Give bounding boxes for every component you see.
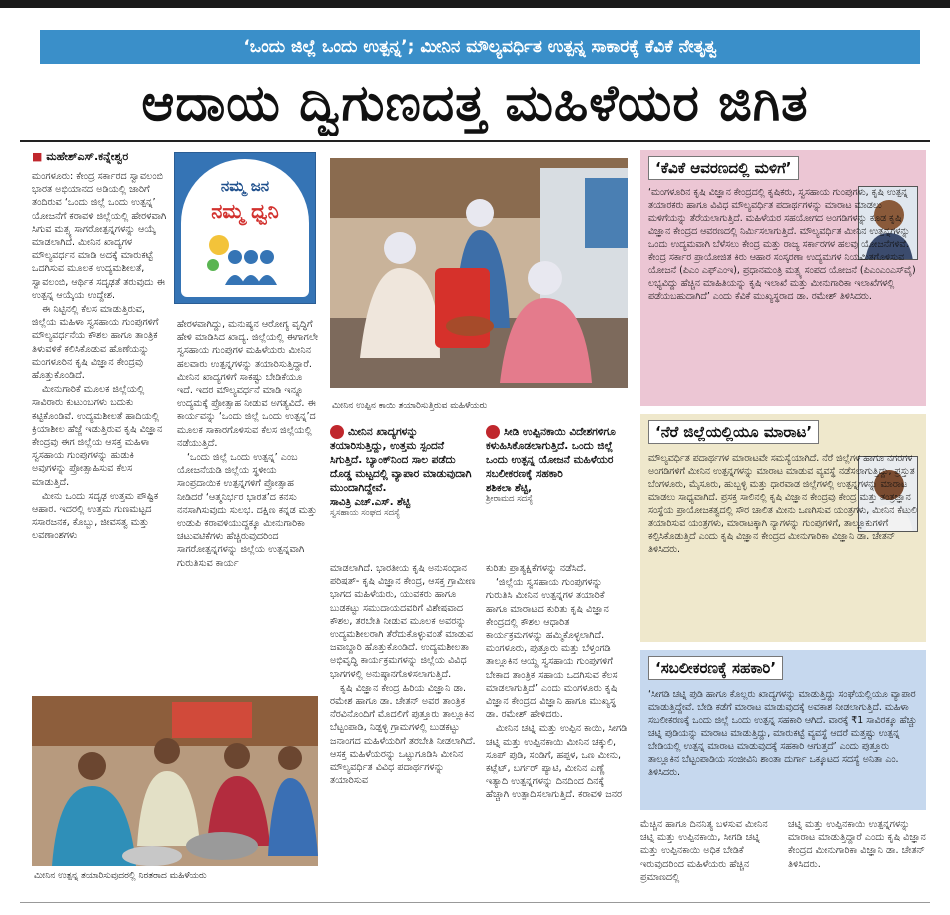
box-body: ಮೌಲ್ಯವರ್ಧಿತ ಪದಾರ್ಥಗಳ ಮಾರಾಟವೇ ಸಮಸ್ಯೆಯಾಗಿದೆ. ನೆರೆ ಜಿಲ್ಲೆಗಳ ಹಾಗೂ ನಗರಗಳ ಅಂಗಡಿಗಳಿಗೆ ಮೀನಿನ ಉತ್ಪನ್ನಗಳನ್ನು ಮಾರಾಟ ಮಾಡುವ ವ್ಯವಸ್ಥೆ ನಡೆಸಲಾಗುತ್ತಿದ್ದು, ಪ್ರಸ್ತುತ ಬೆಂಗಳೂರು, ಮೈಸೂರು, ಹುಬ್ಬಳ್ಳಿ ಮತ್ತು ಧಾರವಾಡ ಜಿಲ್ಲೆಗಳಲ್ಲಿ ಉತ್ಪನ್ನಗಳನ್ನು ಮಾರಾಟ ಮಾಡಲು ಸಾಧ್ಯವಾಗಿದೆ. ಪ್ರಸಕ್ತ ಸಾಲಿನಲ್ಲಿ ಕೃಷಿ ವಿಜ್ಞಾನ ಕೇಂದ್ರವು ಕೇಂದ್ರ ಮತ್ತು ತಂತ್ರಜ್ಞಾನ ಸಂಸ್ಥೆಯ ಪ್ರಾಯೋಜಕತ್ವದಲ್ಲಿ ಸೌರ ಚಾಲಿತ ಮೀನು ಒಣಗಿಸುವ ಯಂತ್ರಗಳು, ಮೀನಿನ ಕೆಟುಲಿ ತಯಾರಿಸುವ ಯಂತ್ರಗಳು, ಮಾರಾಟಕ್ಕಾಗಿ ನ್ಯಾಗಳನ್ನು ಗುಂಪುಗಳಿಗೆ, ತಾಲ್ಲೂಕುಗಳಿಗೆ ಕಲ್ಪಿಸಿಕೊಡುತ್ತಿದೆ ಎಂದು ಕೃಷಿ ವಿಜ್ಞಾನ ಕೇಂದ್ರದ ಮೀನುಗಾರಿಕಾ ವಿಜ್ಞಾನಿ ಡಾ. ಚೇತನ್ ತಿಳಿಸಿದರು. xyxy=(648,453,917,555)
sidebar-box-neighbour-sales xyxy=(640,414,926,642)
paragraph: ಮಾಡಲಾಗಿದೆ. ಭಾರತೀಯ ಕೃಷಿ ಅನುಸಂಧಾನ ಪರಿಷತ್- ಕೃಷಿ ವಿಜ್ಞಾನ ಕೇಂದ್ರ, ಆಸಕ್ತ ಗ್ರಾಮೀಣ ಭಾಗದ ಮಹಿಳೆಯರು, ಯುವಕರು ಹಾಗೂ ಬುಡಕಟ್ಟು ಸಮುದಾಯದವರಿಗೆ ವಿಶೇಷವಾದ ಕೌಶಲ, ತರಬೇತಿ ನೀಡುವ ಮೂಲಕ ಅವರನ್ನು ಉದ್ಯಮಶೀಲರಾಗಿ ತೆರೆದುಕೊಳ್ಳುವಂತೆ ಮಾಡುವ ಜವಾಬ್ದಾರಿ ಹೊತ್ತುಕೊಂಡಿದೆ. ಉದ್ಯಮಶೀಲತಾ ಅಭಿವೃದ್ಧಿ ಕಾರ್ಯಕ್ರಮಗಳನ್ನು ಜಿಲ್ಲೆಯ ವಿವಿಧ ಭಾಗಗಳಲ್ಲಿ ಅನುಷ್ಠಾನಗೊಳಿಸಲಾಗುತ್ತಿದೆ. xyxy=(330,563,476,680)
photo-women-pickling-fish xyxy=(330,158,628,388)
quote-name: ಸಾವಿತ್ರಿ ಎಚ್.ಎಸ್. ಶೆಟ್ಟಿ xyxy=(330,497,411,508)
logo-badge xyxy=(181,159,309,297)
paragraph: ಮೀನುಗಾರಿಕೆ ಮೂಲಕ ಜಿಲ್ಲೆಯಲ್ಲಿ ಸಾವಿರಾರು ಕುಟುಂಬಗಳು ಬದುಕು ಕಟ್ಟಿಕೊಂಡಿವೆ. ಉದ್ಯಮಶೀಲತೆ ಹಾದಿಯಲ್ಲಿ ಕ್ರಿಯಾಶೀಲ ಹೆಜ್ಜೆ ಇಡುತ್ತಿರುವ ಕೃಷಿ ವಿಜ್ಞಾನ ಕೇಂದ್ರವು ಈಗ ಜಿಲ್ಲೆಯ ಆಸಕ್ತ ಮಹಿಳಾ ಸ್ವಸಹಾಯ ಗುಂಪುಗಳನ್ನು ಹುಡುಕಿ ಅವುಗಳನ್ನು ಪ್ರೋತ್ಸಾಹಿಸುವ ಕೆಲಸ ಮಾಡುತ್ತಿದೆ. xyxy=(32,384,163,488)
main-photo xyxy=(330,158,628,388)
bottom-rule xyxy=(20,902,930,903)
box-title-wrap xyxy=(640,150,926,182)
top-border xyxy=(0,0,950,8)
paragraph: ಮಂಗಳೂರು: ಕೇಂದ್ರ ಸರ್ಕಾರದ ಸ್ವಾವಲಂಬಿ ಭಾರತ ಅಭಿಯಾನದ ಅಡಿಯಲ್ಲಿ ಜಾರಿಗೆ ತಂದಿರುವ ‘ಒಂದು ಜಿಲ್ಲೆ ಒಂದು ಉತ್ಪನ್ನ’ ಯೋಜನೆಗೆ ಕರಾವಳಿ ಜಿಲ್ಲೆಯಲ್ಲಿ ಹೇರಳವಾಗಿ ಸಿಗುವ ಮತ್ಸ್ಯ ಸಾಗರೋತ್ಪನ್ನಗಳನ್ನು ಆಯ್ಕೆ ಮಾಡಲಾಗಿದೆ. ಮೀನಿನ ಖಾದ್ಯಗಳ ಮೌಲ್ಯವರ್ಧನ ಮಾಡಿ ಅದಕ್ಕೆ ಮಾರುಕಟ್ಟೆ ಒದಗಿಸುವ ಮೂಲಕ ಉದ್ಯಮಶೀಲತೆ, ಸ್ವಾವಲಂಬಿ, ಆರ್ಥಿಕ ಸದೃಢತೆ ತರುವುದು ಈ ಉತ್ಪನ್ನ ಆಯ್ಕೆಯ ಉದ್ದೇಶ. xyxy=(32,171,167,301)
quote-icon xyxy=(330,425,344,439)
headline-rule xyxy=(20,140,930,142)
box-title-wrap xyxy=(640,650,926,682)
paragraph: ಈ ನಿಟ್ಟಿನಲ್ಲಿ ಕೆಲಸ ಮಾಡುತ್ತಿರುವ, ಜಿಲ್ಲೆಯ ಮಹಿಳಾ ಸ್ವಸಹಾಯ ಗುಂಪುಗಳಿಗೆ ಮೌಲ್ಯವರ್ಧನೆಯ ಕೌಶಲ ಹಾಗೂ ತಾಂತ್ರಿಕ ತಿಳುವಳಿಕೆ ಕಲಿಸಿಕೊಡುವ ಹೊಣೆಯನ್ನು ಮಂಗಳೂರಿನ ಕೃಷಿ ವಿಜ್ಞಾನ ಕೇಂದ್ರವು ಹೊತ್ತುಕೊಂಡಿದೆ. xyxy=(32,304,159,382)
photo-women-cooking xyxy=(32,696,318,866)
paragraph: ಮೀನು ಒಂದು ಸದೃಢ ಉತ್ತಮ ಪೌಷ್ಟಿಕ ಆಹಾರ. ಇದರಲ್ಲಿ ಉತ್ತಮ ಗುಣಮಟ್ಟದ ಸಸಾರಜನಕ, ಕೊಬ್ಬು, ಜೀವಸತ್ವ ಮತ್ತು ಲವಣಾಂಶಗಳು xyxy=(32,490,159,542)
main-photo-caption: ಮೀನಿನ ಉಪ್ಪಿನ ಕಾಯಿ ತಯಾರಿಸುತ್ತಿರುವ ಮಹಿಳೆಯರು xyxy=(332,401,488,411)
kicker-text: ‘ಒಂದು ಜಿಲ್ಲೆ ಒಂದು ಉತ್ಪನ್ನ’; ಮೀನಿನ ಮೌಲ್ಯವರ್ಧಿತ ಉತ್ಪನ್ನ ಸಾಕಾರಕ್ಕೆ ಕೆವಿಕೆ ನೇತೃತ್ವ xyxy=(243,37,717,57)
quote-name: ಶಶಿಕಲಾ ಶೆಟ್ಟಿ, xyxy=(486,483,532,494)
paragraph: ‘ಜಿಲ್ಲೆಯ ಸ್ವಸಹಾಯ ಗುಂಪುಗಳನ್ನು ಗುರುತಿಸಿ ಮೀನಿನ ಉತ್ಪನ್ನಗಳ ತಯಾರಿಕೆ ಹಾಗೂ ಮಾರಾಟದ ಕುರಿತು ಕೃಷಿ ವಿಜ್ಞಾನ ಕೇಂದ್ರದಲ್ಲಿ ಕೌಶಲ ಆಧಾರಿತ ಕಾರ್ಯಕ್ರಮಗಳನ್ನು ಹಮ್ಮಿಕೊಳ್ಳಲಾಗಿದೆ. ಮಂಗಳೂರು, ಪುತ್ತೂರು ಮತ್ತು ಬೆಳ್ತಂಗಡಿ ತಾಲ್ಲೂಕಿನ ಆಯ್ದ ಸ್ವಸಹಾಯ ಗುಂಪುಗಳಿಗೆ ಬೇಕಾದ ತಾಂತ್ರಿಕ ಸಹಾಯ ಒದಗಿಸುವ ಕೆಲಸ ಮಾಡಲಾಗುತ್ತಿದೆ’ ಎಂದು ಮಂಗಳೂರು ಕೃಷಿ ವಿಜ್ಞಾನ ಕೇಂದ್ರದ ವಿಜ್ಞಾನಿ ಹಾಗೂ ಮುಖ್ಯಸ್ಥ ಡಾ. ರಮೇಶ್ ಹೇಳಿದರು. xyxy=(486,577,618,721)
sidebar-box-empowerment xyxy=(640,650,926,810)
bottom-photo-caption: ಮೀನಿನ ಉತ್ಪನ್ನ ತಯಾರಿಸುವುದರಲ್ಲಿ ನಿರತರಾದ ಮಹಿಳೆಯರು xyxy=(34,871,207,881)
pull-quote-1 xyxy=(330,425,478,553)
article-column-2 xyxy=(177,318,319,690)
paragraph: ‘ಒಂದು ಜಿಲ್ಲೆ ಒಂದು ಉತ್ಪನ್ನ’ ಎಂಬ ಯೋಜನೆಯಡಿ ಜಿಲ್ಲೆಯ ಸ್ಥಳೀಯ ಸಾಂಪ್ರದಾಯಿಕ ಉತ್ಪನ್ನಗಳಿಗೆ ಪ್ರೋತ್ಸಾಹ ನೀಡಿದರೆ ‘ಆತ್ಮನಿರ್ಭರ ಭಾರತ’ದ ಕನಸು ನನಸಾಗಿಸುವುದು ಸುಲಭ. ದಕ್ಷಿಣ ಕನ್ನಡ ಮತ್ತು ಉಡುಪಿ ಕರಾವಳಿಯುದ್ದಕ್ಕೂ ಮೀನುಗಾರಿಕಾ ಚಟುವಟಿಕೆಗಳು ಹೆಚ್ಚಿರುವುದರಿಂದ ಸಾಗರೋತ್ಪನ್ನಗಳನ್ನು ಜಿಲ್ಲೆಯ ಉತ್ಪನ್ನವಾಗಿ ಗುರುತಿಸುವ ಕಾರ್ಯ xyxy=(177,452,317,569)
quote-text-wrap xyxy=(330,425,478,495)
article-column-1 xyxy=(32,170,170,690)
people-icon xyxy=(205,231,285,287)
quote-icon xyxy=(486,425,500,439)
box-title: ‘ಕೆವಿಕೆ ಆವರಣದಲ್ಲಿ ಮಳಿಗೆ’ xyxy=(648,156,799,180)
column-logo xyxy=(174,152,316,304)
pull-quote-2 xyxy=(486,425,626,553)
article-column-4 xyxy=(486,562,628,892)
box-title: ‘ನೆರೆ ಜಿಲ್ಲೆಯಲ್ಲಿಯೂ ಮಾರಾಟ’ xyxy=(648,420,819,444)
byline-text: ಮಹೇಶ್‌ಎಸ್.ಕನ್ನೇಶ್ವರ xyxy=(46,150,129,163)
paragraph: ಚಟ್ನಿ ಮತ್ತು ಉಪ್ಪಿನಕಾಯಿ ಉತ್ಪನ್ನಗಳನ್ನು ಮಾರಾಟ ಮಾಡುತ್ತಿದ್ದಾರೆ ಎಂದು ಕೃಷಿ ವಿಜ್ಞಾನ ಕೇಂದ್ರದ ಮೀನುಗಾರಿಕಾ ವಿಜ್ಞಾನಿ ಡಾ. ಚೇತನ್ ತಿಳಿಸಿದರು. xyxy=(788,819,926,870)
paragraph: ಕುರಿತು ಪ್ರಾತ್ಯಕ್ಷಿಕೆಗಳನ್ನು ನಡೆಸಿದೆ. xyxy=(486,563,587,574)
sidebar-box-kvk-stall xyxy=(640,150,926,406)
quote-role: ಸ್ವಸಹಾಯ ಸಂಘದ ಸದಸ್ಯೆ xyxy=(330,508,401,518)
quote-text: ಸೀಡಿ ಉಪ್ಪಿನಕಾಯಿ ವಿದೇಶಗಳಿಗೂ ಕಳುಹಿಸಿಕೊಡಲಾಗುತ್ತಿದೆ. ಒಂದು ಜಿಲ್ಲೆ ಒಂದು ಉತ್ಪನ್ನ ಯೋಜನೆ ಮಹಿಳೆಯರ ಸಬಲೀಕರಣಕ್ಕೆ ಸಹಕಾರಿ xyxy=(486,426,616,480)
paragraph: ಮೆಚ್ಚಿನ ಹಾಗೂ ದಿನನಿತ್ಯ ಬಳಸುವ ಮೀನಿನ ಚಟ್ನಿ ಮತ್ತು ಉಪ್ಪಿನಕಾಯಿ, ಸೀಗಡಿ ಚಟ್ನಿ ಮತ್ತು ಉಪ್ಪಿನಕಾಯಿ ಅಧಿಕ ಬೇಡಿಕೆ ಇರುವುದರಿಂದ ಮಹಿಳೆಯರು ಹೆಚ್ಚಿನ ಪ್ರಮಾಣದಲ್ಲಿ xyxy=(640,819,768,883)
kicker-banner xyxy=(40,30,920,64)
bottom-photo xyxy=(32,696,318,866)
logo-line-1: ನಮ್ಮ ಜನ xyxy=(220,177,270,195)
box-title-wrap xyxy=(640,414,926,446)
box-title: ‘ಸಬಲೀಕರಣಕ್ಕೆ ಸಹಕಾರಿ’ xyxy=(648,656,783,680)
article-column-3 xyxy=(330,562,478,892)
headline: ಆದಾಯ ದ್ವಿಗುಣದತ್ತ ಮಹಿಳೆಯರ ಜಿಗಿತ xyxy=(141,74,809,132)
article-column-5 xyxy=(640,818,780,896)
box-body: ‘ಮಂಗಳೂರಿನ ಕೃಷಿ ವಿಜ್ಞಾನ ಕೇಂದ್ರದಲ್ಲಿ ಕೃಷಿಕರು, ಸ್ವಸಹಾಯ ಗುಂಪುಗಳು, ಕೃಷಿ ಉತ್ಪನ್ನ ತಯಾರಕರು ಹಾಗೂ ವಿವಿಧ ಮೌಲ್ಯವರ್ಧಿತ ಪದಾರ್ಥಗಳನ್ನು ಮಾರಾಟ ಮಾಡಲು ಮಳಿಗೆಯನ್ನು ತೆರೆಯಲಾಗುತ್ತಿದೆ. ಮಹಿಳೆಯರ ಸಹಯೋಗದ ಅಂಗಡಿಗಳನ್ನು ಕೂಡ ಕೃಷಿ ವಿಜ್ಞಾನ ಕೇಂದ್ರದ ಆವರಣದಲ್ಲಿ ನಿರ್ಮಿಸಲಾಗುತ್ತಿದೆ. ಮೌಲ್ಯವರ್ಧಿತ ಮೀನಿನ ಉತ್ಪನ್ನಗಳನ್ನು ಒಂದು ಉದ್ಯಮವಾಗಿ ಬೆಳೆಸಲು ಕೇಂದ್ರ ಮತ್ತು ರಾಜ್ಯ ಸರ್ಕಾರಗಳ ಹಲವು ಯೋಜನೆಗಳಿವೆ. ಕೇಂದ್ರ ಸರ್ಕಾರ ಪ್ರಾಯೋಜಿತ ಕಿರು ಆಹಾರ ಸಂಸ್ಕರಣಾ ಉದ್ಯಮಗಳ ನಿಯಮಿತಗೊಳಿಸುವ ಯೋಜನೆ (ಪಿಎಂ ಎಫ್‌ಎಂಇ), ಪ್ರಧಾನಮಂತ್ರಿ ಮತ್ಸ್ಯ ಸಂಪದ ಯೋಜನೆ (ಪಿಎಂಎಂಎಸ್‌ವೈ) ಲಭ್ಯವಿದ್ದು ಹೆಚ್ಚಿನ ಮಾಹಿತಿಯನ್ನು ಕೃಷಿ ಇಲಾಖೆ ಮತ್ತು ಮೀನುಗಾರಿಕಾ ಇಲಾಖೆಗಳಲ್ಲಿ ಪಡೆಯಬಹುದಾಗಿದೆ’ ಎಂದು ಕೆವಿಕೆ ಮುಖ್ಯಸ್ಥರಾದ ಡಾ. ರಮೇಶ್ ತಿಳಿಸಿದರು. xyxy=(648,187,916,302)
bullet-icon: ■ xyxy=(32,150,47,163)
paragraph: ಹೇರಳವಾಗಿದ್ದು, ಮನುಷ್ಯನ ಆರೋಗ್ಯ ವೃದ್ಧಿಗೆ ಹೇಳಿ ಮಾಡಿಸಿದ ಖಾದ್ಯ. ಜಿಲ್ಲೆಯಲ್ಲಿ ಈಗಾಗಲೇ ಸ್ವಸಹಾಯ ಗುಂಪುಗಳ ಮಹಿಳೆಯರು ಮೀನಿನ ಹಲವಾರು ಉತ್ಪನ್ನಗಳನ್ನು ತಯಾರಿಸುತ್ತಿದ್ದಾರೆ. ಮೀನಿನ ಖಾದ್ಯಗಳಿಗೆ ಸಾಕಷ್ಟು ಬೇಡಿಕೆಯೂ ಇದೆ. ಇದರ ಮೌಲ್ಯವರ್ಧನೆ ಮಾಡಿ ಇನ್ನೂ ಉದ್ಯಮಕ್ಕೆ ಪ್ರೋತ್ಸಾಹ ನೀಡುವ ಅಗತ್ಯವಿದೆ. ಈ ಕಾರ್ಯವನ್ನು ‘ಒಂದು ಜಿಲ್ಲೆ ಒಂದು ಉತ್ಪನ್ನ’ದ ಮೂಲಕ ಸಾಕಾರಗೊಳಿಸುವ ಕೆಲಸ ಜಿಲ್ಲೆಯಲ್ಲಿ ನಡೆಯುತ್ತಿದೆ. xyxy=(177,319,319,449)
article-column-6 xyxy=(788,818,926,896)
paragraph: ಕೃಷಿ ವಿಜ್ಞಾನ ಕೇಂದ್ರ ಹಿರಿಯ ವಿಜ್ಞಾನಿ ಡಾ. ರಮೇಶ ಹಾಗೂ ಡಾ. ಚೇತನ್ ಅವರ ತಾಂತ್ರಿಕ ನೆರವಿನೊಂದಿಗೆ ಮೊದಲಿಗೆ ಪುತ್ತೂರು ತಾಲ್ಲೂಕಿನ ಬೆಟ್ಟಂಪಾಡಿ, ನಿಡ್ಪಳ್ಳಿ ಗ್ರಾಮಗಳಲ್ಲಿ ಬುಡಕಟ್ಟು ಜನಾಂಗದ ಮಹಿಳೆಯರಿಗೆ ತರಬೇತಿ ನೀಡಲಾಗಿದೆ. ಆಸಕ್ತ ಮಹಿಳೆಯರನ್ನು ಒಟ್ಟುಗೂಡಿಸಿ ಮೀನಿನ ಮೌಲ್ಯವರ್ಧಿತ ವಿವಿಧ ಪದಾರ್ಥಗಳನ್ನು ತಯಾರಿಸುವ xyxy=(330,682,476,787)
box-body: ‘ಸೀಗಡಿ ಚಟ್ನಿ ಪುಡಿ ಹಾಗೂ ಕೊಲ್ಲರು ಖಾದ್ಯಗಳನ್ನು ಮಾಡುತ್ತಿದ್ದು ಸಂಘೆಯಲ್ಲಿಯೂ ವ್ಯಾಪಾರ ಮಾಡುತ್ತಿದ್ದೇವೆ. ಬೇಡಿ ಕಡೆಗೆ ಮಾರಾಟ ಮಾಡುವುದಕ್ಕೆ ಅವಕಾಶ ನೀಡಲಾಗುತ್ತಿದೆ. ಮಹಿಳಾ ಸಬಲೀಕರಣಕ್ಕೆ ಒಂದು ಜಿಲ್ಲೆ ಒಂದು ಉತ್ಪನ್ನ ಸಹಕಾರಿ ಆಗಿದೆ. ವಾರಕ್ಕೆ ₹1 ಸಾವಿರಕ್ಕೂ ಹೆಚ್ಚು ಚಟ್ನಿ ಪುಡಿಯನ್ನು ಮಾರಾಟ ಮಾಡುತ್ತಿದ್ದು, ಮಾರುಕಟ್ಟೆ ವ್ಯವಸ್ಥೆ ಆದರೆ ಮತ್ತಷ್ಟು ಉತ್ಪನ್ನ ಬೇಡಿಯಲ್ಲಿ ಉತ್ಪನ್ನ ಮಾರಾಟ ಮಾಡುವುದಕ್ಕೆ ಸಹಕಾರಿ ಆಗುತ್ತದೆ’ ಎಂದು ಪುತ್ತೂರು ತಾಲ್ಲೂಕಿನ ಬೆಟ್ಟಂಪಾಡಿಯ ಸಂಜೀವಿನಿ ಶಾಂತಾ ದುರ್ಗಾ ಒಕ್ಕೂಟದ ಸದಸ್ಯೆ ಅನಿತಾ ಎಂ. ತಿಳಿಸಿದರು. xyxy=(648,689,917,778)
quote-text: ಮೀನಿನ ಖಾದ್ಯಗಳನ್ನು ತಯಾರಿಸುತ್ತಿದ್ದು, ಉತ್ತಮ ಸ್ಪಂದನೆ ಸಿಗುತ್ತಿದೆ. ಬ್ಯಾಂಕ್‌ನಿಂದ ಸಾಲ ಪಡೆದು ದೊಡ್ಡ ಮಟ್ಟದಲ್ಲಿ ವ್ಯಾಪಾರ ಮಾಡುವುದಾಗಿ ಮುಂದಾಗಿದ್ದೇವೆ. xyxy=(330,426,472,494)
byline xyxy=(32,150,172,168)
paragraph: ಮೀನಿನ ಚಟ್ನಿ ಮತ್ತು ಉಪ್ಪಿನ ಕಾಯಿ, ಸೀಗಡಿ ಚಟ್ನಿ ಮತ್ತು ಉಪ್ಪಿನಕಾಯಿ ಮೀನಿನ ಚಕ್ಕುಲಿ, ಸೂಪ್ ಪುಡಿ, ಸಂಡಿಗೆ, ಹಪ್ಪಳ, ಒಣ ಮೀನು, ಕಟ್ಲೆಟ್, ಬರ್ಗರ್ ಪ್ಯಾಟಿ, ಮೀನಿನ ಎಣ್ಣೆ ಇತ್ಯಾದಿ ಉತ್ಪನ್ನಗಳನ್ನು ದಿನದಿಂದ ದಿನಕ್ಕೆ ಹೆಚ್ಚಾಗಿ ಉತ್ಪಾದಿಸಲಾಗುತ್ತಿದೆ. ಕರಾವಳಿ ಜನರ xyxy=(486,723,628,801)
quote-role: ಶ್ರೀರಾಮದ ಸದಸ್ಯೆ xyxy=(486,494,534,504)
quote-text-wrap xyxy=(486,425,626,481)
logo-line-2: ನಮ್ಮ ಧ್ವನಿ xyxy=(211,199,279,223)
